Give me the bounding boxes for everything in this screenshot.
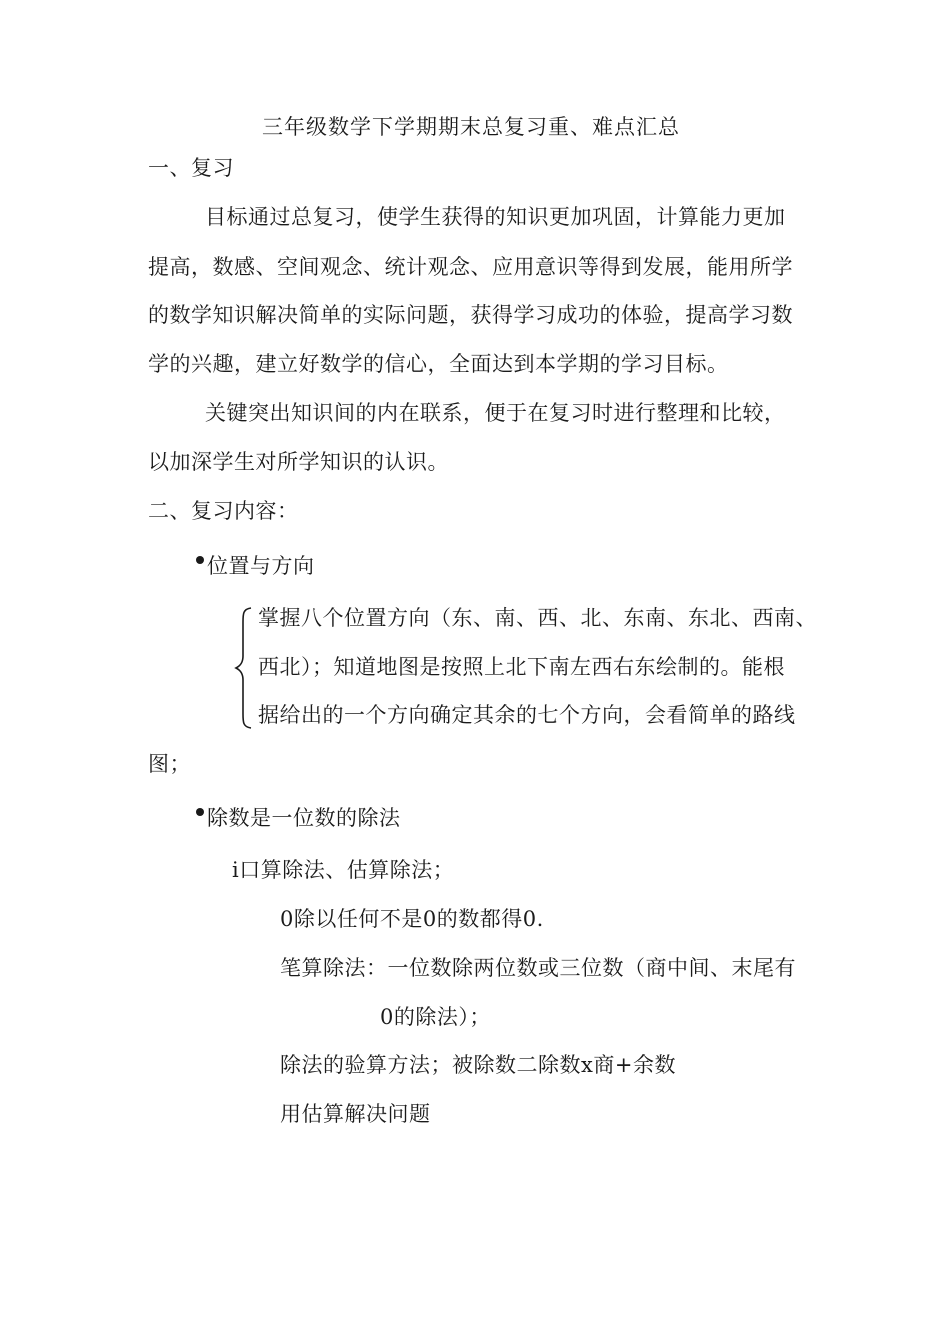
- topic-2-line-4: 0的除法）；: [380, 1005, 491, 1029]
- paragraph-2-line-2: 以加深学生对所学知识的认识。: [148, 450, 449, 474]
- topic-2-line-3: 笔算除法：一位数除两位数或三位数（商中间、末尾有: [280, 956, 796, 980]
- paragraph-1-line-2: 提高，数感、空间观念、统计观念、应用意识等得到发展，能用所学: [148, 255, 793, 279]
- topic-2-title: 除数是一位数的除法: [207, 806, 401, 830]
- section-2-heading: 二、复习内容：: [148, 499, 299, 523]
- paragraph-1-line-1: 目标通过总复习，使学生获得的知识更加巩固，计算能力更加: [205, 205, 786, 229]
- topic-1-line-2: 西北）；知道地图是按照上北下南左西右东绘制的。能根: [258, 655, 785, 679]
- bullet-icon: [196, 808, 204, 816]
- bullet-icon: [196, 556, 204, 564]
- paragraph-2-line-1: 关键突出知识间的内在联系，便于在复习时进行整理和比较，: [205, 401, 786, 425]
- topic-1-line-3: 据给出的一个方向确定其余的七个方向，会看简单的路线: [258, 703, 796, 727]
- topic-2-line-6: 用估算解决问题: [280, 1102, 431, 1126]
- section-1-heading: 一、复习: [148, 156, 234, 180]
- topic-1-tail: 图；: [148, 752, 191, 776]
- paragraph-1-line-3: 的数学知识解决简单的实际问题，获得学习成功的体验，提高学习数: [148, 303, 793, 327]
- topic-1-item: [196, 551, 315, 581]
- topic-2-line-1: i口算除法、估算除法；: [232, 858, 455, 882]
- left-brace-icon: [234, 606, 254, 730]
- topic-2-item: [196, 803, 401, 833]
- document-title: 三年级数学下学期期末总复习重、难点汇总: [262, 115, 680, 139]
- topic-1-title: 位置与方向: [207, 554, 315, 578]
- topic-1-line-1: 掌握八个位置方向（东、南、西、北、东南、东北、西南、: [258, 606, 817, 630]
- topic-2-line-2: 0除以任何不是0的数都得0.: [280, 907, 544, 931]
- paragraph-1-line-4: 学的兴趣，建立好数学的信心，全面达到本学期的学习目标。: [148, 352, 729, 376]
- topic-2-line-5: 除法的验算方法；被除数二除数x商+余数: [280, 1053, 676, 1077]
